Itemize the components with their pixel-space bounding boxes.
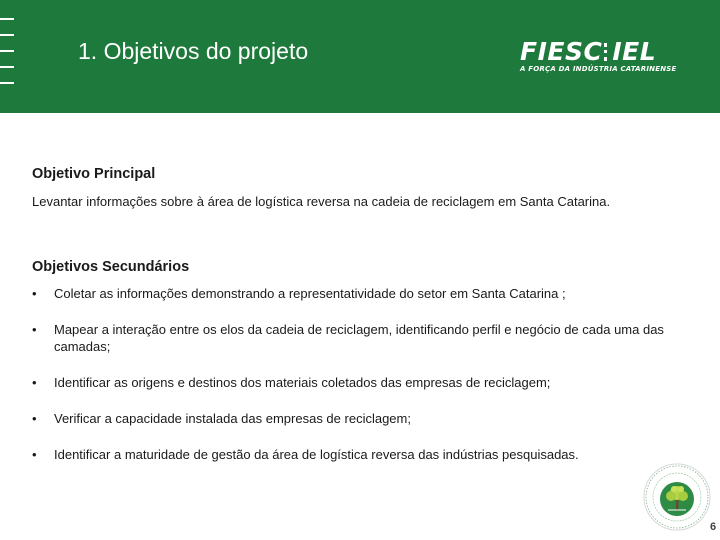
logo-text-left: FIESC: [520, 37, 603, 66]
sustainability-seal-icon: [641, 462, 713, 532]
slide-content: [32, 166, 692, 482]
logo-separator-icon: [604, 43, 610, 61]
list-item: • Identificar as origens e destinos dos materiais coletados das empresas de reciclagem;: [32, 374, 692, 391]
main-objective-text: Levantar informações sobre à área de logística reversa na cadeia de reciclagem em Santa Catarina.: [32, 194, 611, 209]
slide-title: 1. Objetivos do projeto: [78, 38, 309, 64]
logo-mark: [520, 39, 690, 65]
list-item: • Coletar as informações demonstrando a representatividade do setor em Santa Catarina ;: [32, 285, 692, 302]
fiesc-iel-logo: [520, 39, 690, 73]
logo-text-right: IEL: [612, 37, 657, 66]
slide-header: [0, 0, 720, 113]
list-item: • Identificar a maturidade de gestão da área de logística reversa das indústrias pesquisadas.: [32, 446, 692, 463]
page-number: 6: [710, 521, 717, 533]
main-objective-heading: Objetivo Principal: [32, 166, 156, 182]
secondary-objectives-heading: Objetivos Secundários: [32, 259, 190, 275]
secondary-objectives-list: [32, 285, 692, 463]
list-item: • Mapear a interação entre os elos da cadeia de reciclagem, identificando perfil e negócio de cada uma das camadas;: [32, 321, 692, 355]
decorative-lines: [0, 18, 16, 98]
logo-tagline: A FORÇA DA INDÚSTRIA CATARINENSE: [520, 65, 677, 73]
list-item: • Verificar a capacidade instalada das empresas de reciclagem;: [32, 410, 692, 427]
